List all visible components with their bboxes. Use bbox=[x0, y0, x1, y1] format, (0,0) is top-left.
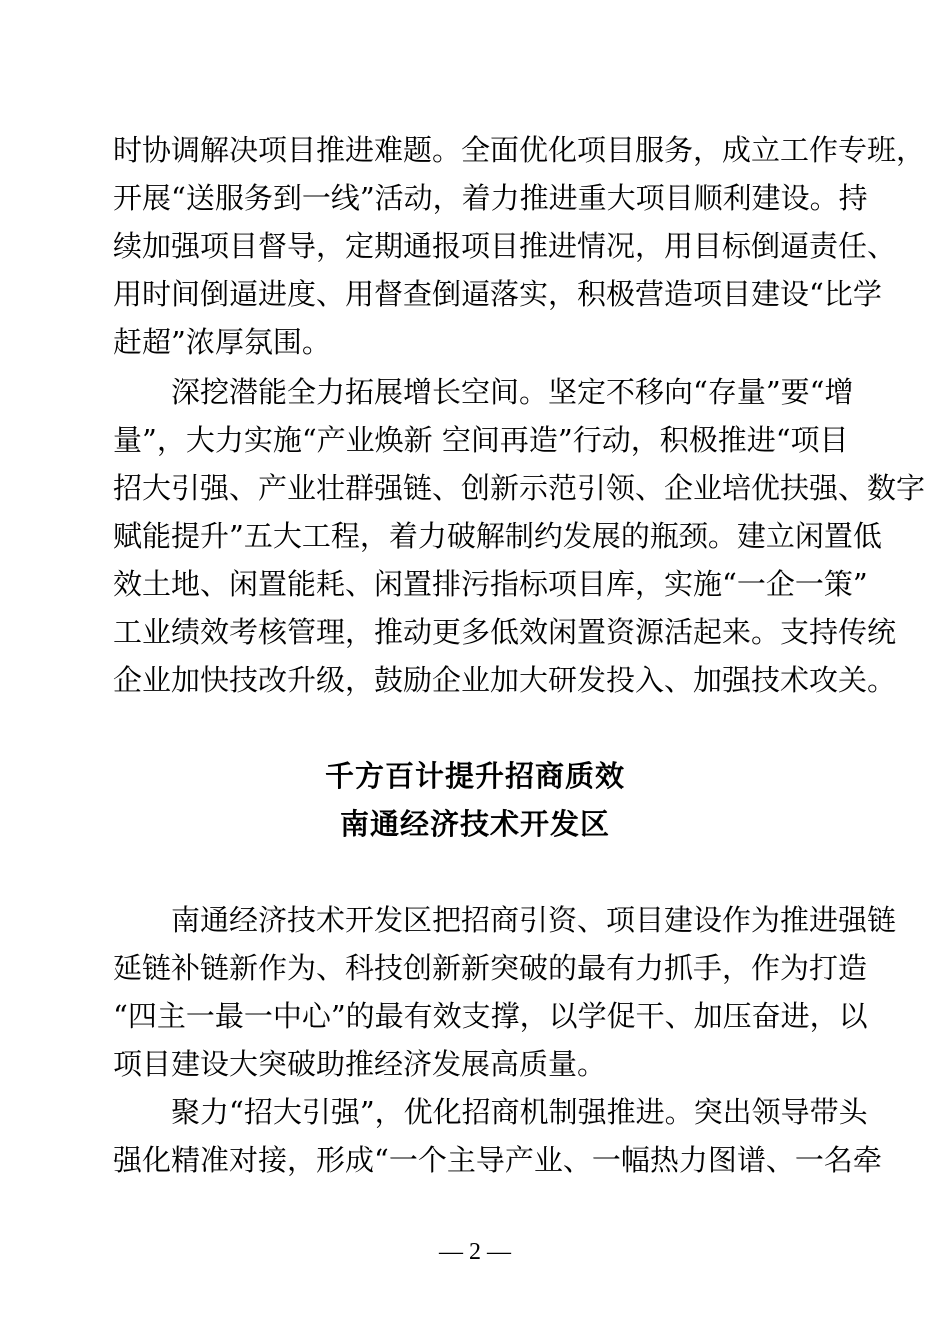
article-author: 南通经济技术开发区 bbox=[339, 807, 610, 841]
body-text-line: 用时间倒逼进度、用督查倒逼落实，积极营造项目建设“比学 bbox=[113, 277, 882, 311]
body-text-line: 赋能提升”五大工程，着力破解制约发展的瓶颈。建立闲置低 bbox=[113, 519, 882, 553]
body-text-line: 效土地、闲置能耗、闲置排污指标项目库，实施“一企一策” bbox=[113, 567, 868, 601]
body-text-line: “四主一最一中心”的最有效支撑，以学促干、加压奋进，以 bbox=[113, 999, 868, 1033]
body-text-line: 项目建设大突破助推经济发展高质量。 bbox=[113, 1047, 607, 1081]
body-text-line: 开展“送服务到一线”活动，着力推进重大项目顺利建设。持 bbox=[113, 181, 868, 215]
body-text-line: 强化精准对接，形成“一个主导产业、一幅热力图谱、一名牵 bbox=[113, 1143, 882, 1177]
body-text-line: 续加强项目督导，定期通报项目推进情况，用目标倒逼责任、 bbox=[113, 229, 897, 263]
body-text-line: 延链补链新作为、科技创新新突破的最有力抓手，作为打造 bbox=[113, 951, 868, 985]
body-text-line: 赶超”浓厚氛围。 bbox=[113, 325, 331, 359]
body-text-line: 招大引强、产业壮群强链、创新示范引领、企业培优扶强、数字 bbox=[113, 471, 926, 505]
body-text-line: 企业加快技改升级，鼓励企业加大研发投入、加强技术攻关。 bbox=[113, 663, 897, 697]
body-text-line: 深挖潜能全力拓展增长空间。坚定不移向“存量”要“增 bbox=[113, 375, 854, 409]
body-text-line: 南通经济技术开发区把招商引资、项目建设作为推进强链 bbox=[113, 903, 897, 937]
body-text-line: 量”，大力实施“产业焕新 空间再造”行动，积极推进“项目 bbox=[113, 423, 849, 457]
body-text-line: 工业绩效考核管理，推动更多低效闲置资源活起来。支持传统 bbox=[113, 615, 897, 649]
article-title: 千方百计提升招商质效 bbox=[324, 759, 625, 793]
body-text-line: 时协调解决项目推进难题。全面优化项目服务，成立工作专班， bbox=[113, 133, 926, 167]
page-number: — 2 — bbox=[439, 1239, 511, 1265]
body-text-line: 聚力“招大引强”，优化招商机制强推进。突出领导带头 bbox=[113, 1095, 868, 1129]
